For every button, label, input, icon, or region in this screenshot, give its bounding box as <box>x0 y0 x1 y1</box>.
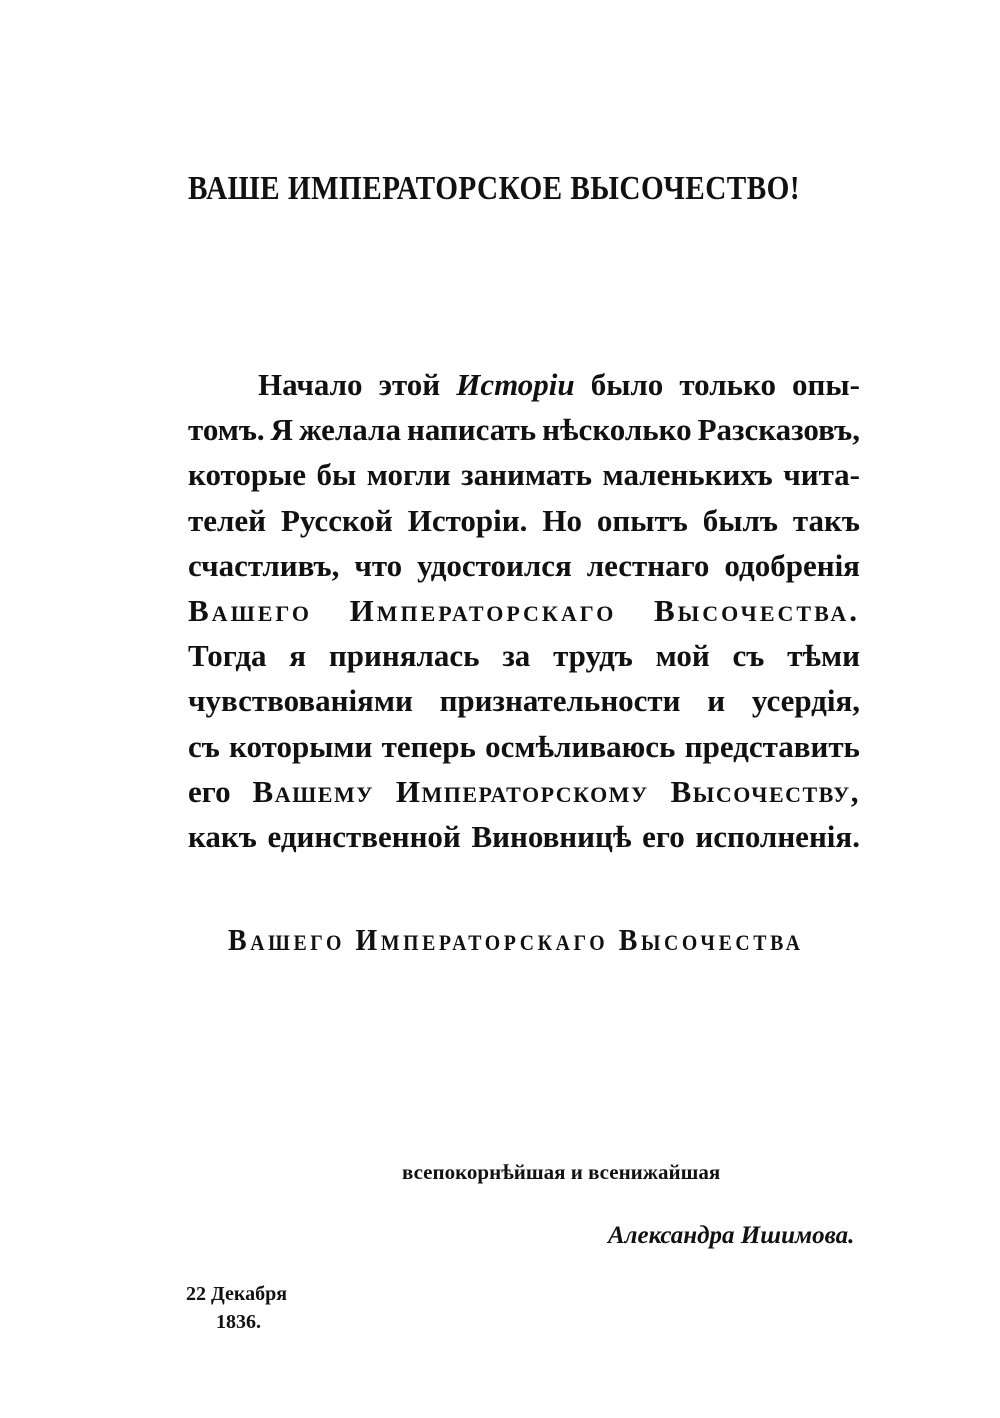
body-line <box>188 543 860 588</box>
body-word: теперь <box>381 728 476 764</box>
body-word: только <box>679 367 776 402</box>
body-line <box>188 769 860 814</box>
body-word: Виновницѣ <box>471 818 632 854</box>
body-word: его <box>642 818 685 854</box>
body-word: признательности <box>439 683 681 719</box>
body-word: Я <box>270 412 294 448</box>
subscription-line: всепокорнѣйшая и всенижайшая <box>402 1160 721 1184</box>
body-line <box>188 633 860 678</box>
body-line <box>188 452 860 497</box>
body-word: съ <box>732 638 765 674</box>
body-word: было <box>590 367 664 402</box>
body-word: былъ <box>702 502 778 538</box>
body-word: трудъ <box>553 638 633 674</box>
body-word: Вашему <box>252 773 374 809</box>
body-word: и <box>707 683 726 719</box>
body-word: которые <box>188 457 307 493</box>
date-day: 22 Декабря <box>186 1283 288 1305</box>
body-word: представить <box>684 728 860 764</box>
body-word: маленькихъ <box>602 457 773 493</box>
body-word: такъ <box>792 502 860 538</box>
date-year: 1836. <box>216 1311 261 1333</box>
body-word: счастливъ, <box>188 547 340 583</box>
body-word: Высочеству, <box>670 773 860 809</box>
body-word: чита- <box>783 457 860 493</box>
body-word: опытъ <box>596 502 688 538</box>
body-word: за <box>502 638 531 674</box>
body-word: единственной <box>267 818 461 854</box>
body-word: Разсказовъ, <box>697 412 860 448</box>
body-word: Исторіи. <box>407 502 528 538</box>
body-line <box>188 407 860 452</box>
body-word: Начало <box>258 367 363 402</box>
body-line <box>188 724 860 769</box>
body-word-italic: Исторіи <box>456 367 575 402</box>
closing-address: Вашего Императорскаго Высочества <box>228 922 804 957</box>
date-block <box>186 1280 287 1336</box>
body-word: написать <box>406 412 537 448</box>
dedication-body <box>188 362 860 859</box>
body-word: одобренія <box>724 547 860 583</box>
body-word: Русской <box>280 502 393 538</box>
body-word: лестнаго <box>586 547 710 583</box>
body-line <box>188 498 860 543</box>
body-word: которыми <box>229 728 373 764</box>
body-word: занимать <box>461 457 593 493</box>
body-word: этой <box>378 367 441 402</box>
body-word: нѣсколько <box>542 412 692 448</box>
body-line <box>188 814 860 859</box>
body-word: Высочества. <box>653 592 860 628</box>
body-word: Тогда <box>188 638 267 674</box>
body-word: желала <box>299 412 401 448</box>
body-word: могли <box>366 457 451 493</box>
body-word: удостоился <box>417 547 572 583</box>
body-word: что <box>354 547 403 583</box>
body-word: Императорскому <box>395 773 649 809</box>
body-word: чувствованіями <box>188 683 413 719</box>
body-word: тѣми <box>787 638 860 674</box>
body-word: съ <box>188 728 220 764</box>
body-word: Вашего <box>188 592 312 628</box>
page-title: ВАШЕ ИМПЕРАТОРСКОЕ ВЫСОЧЕСТВО! <box>188 170 800 207</box>
body-word: мой <box>655 638 710 674</box>
body-word: опы- <box>792 367 860 402</box>
body-word: какъ <box>188 818 257 854</box>
body-word: я <box>289 638 307 674</box>
body-word: бы <box>316 457 357 493</box>
body-word: Но <box>542 502 582 538</box>
body-line <box>188 678 860 723</box>
body-word: Императорскаго <box>349 592 617 628</box>
author-signature: Александра Ишимова. <box>608 1222 855 1249</box>
body-line <box>188 362 860 407</box>
body-word: усердія, <box>751 683 860 719</box>
body-word: осмѣливаюсь <box>485 728 676 764</box>
body-word: его <box>188 773 231 809</box>
body-word: томъ. <box>188 412 265 448</box>
body-word: исполненія. <box>695 818 860 854</box>
body-line <box>188 588 860 633</box>
body-word: принялась <box>328 638 480 674</box>
body-word: телей <box>188 502 266 538</box>
